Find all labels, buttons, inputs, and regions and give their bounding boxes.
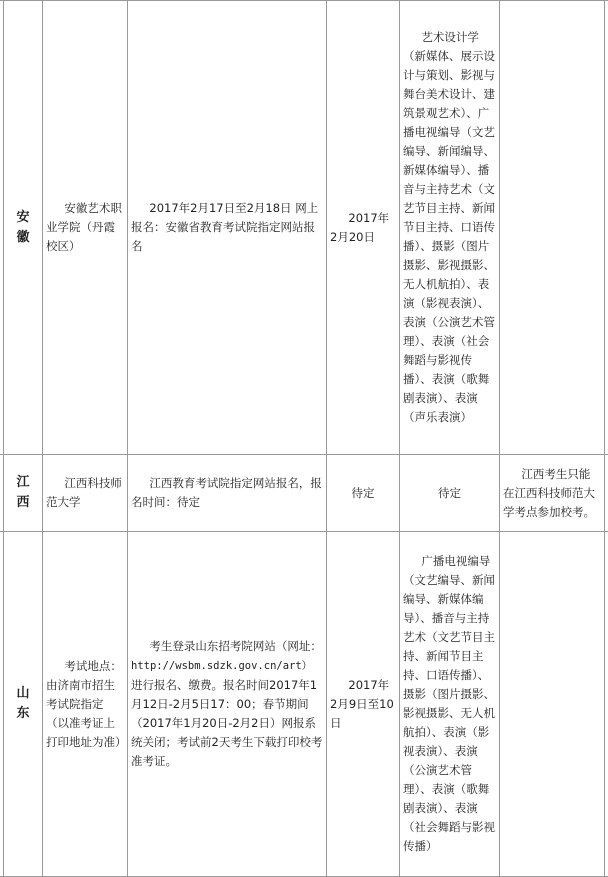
province-label: 山东	[16, 686, 30, 721]
col-divider	[604, 0, 605, 877]
exam-location: 考试地点：由济南市招生考试院指定（以准考证上打印地址为准）	[46, 658, 127, 749]
registration-cell	[128, 455, 326, 531]
note-cell	[500, 532, 604, 876]
exam-date: 2017年2月20日	[330, 210, 390, 244]
province-cell	[4, 1, 42, 454]
school-cell	[43, 532, 127, 876]
registration-cell	[128, 1, 326, 454]
majors-list: 广播电视编导（文艺编导、新闻编导、新媒体编导）、播音与主持艺术（文艺节目主持、新闻节目主持、口语传播）、摄影（图片摄影、影视摄影、无人机航拍）、表演（影视表演）、表演（公演艺术管理）、表演（歌舞剧表演）、表演（社会舞蹈与影视传播）	[403, 554, 495, 853]
province-cell	[4, 455, 42, 531]
registration-intro: 考生登录山东招考院网站（网址：	[149, 639, 322, 653]
note-text: 江西考生只能在江西科技师范大学考点参加校考。	[503, 466, 595, 519]
school-cell	[43, 1, 127, 454]
province-cell	[4, 532, 42, 876]
registration-info: 2017年2月17日至2月18日 网上报名：安徽省教育考试院指定网站报名	[131, 201, 319, 253]
province-label: 江西	[16, 475, 30, 510]
registration-details: 进行报名、缴费。报名时间2017年1月12日-2月5日17：00；春节期间（2017年1月20日-2月2日）网报系统关闭；考试前2天考生下载打印校考准考证。	[131, 678, 323, 768]
exam-date: 2017年2月9日至10日	[330, 677, 394, 730]
registration-info: 江西教育考试院指定网站报名，报名时间：待定	[131, 476, 322, 509]
exam-date: 待定	[351, 485, 375, 500]
registration-url-link[interactable]: http://wsbm.sdzk.gov.cn/art）	[131, 660, 313, 672]
note-cell	[500, 455, 604, 531]
registration-info	[131, 637, 323, 771]
exam-date-cell	[327, 532, 399, 876]
registration-cell	[128, 532, 326, 876]
majors-cell	[400, 532, 499, 876]
majors-list: 待定	[438, 485, 461, 500]
majors-cell	[400, 1, 499, 454]
majors-cell	[400, 455, 499, 531]
school-name: 江西科技师范大学	[46, 476, 122, 509]
province-label: 安徽	[16, 209, 30, 245]
school-name: 安徽艺术职业学院（丹霞校区）	[46, 201, 122, 253]
note-cell	[500, 1, 604, 454]
majors-list: 艺术设计学（新媒体、展示设计与策划、影视与舞台美术设计、建筑景观艺术）、广播电视编导（文艺编导、新闻编导、新媒体编导）、播音与主持艺术（文艺节目主持、新闻节目主持、口语传播）、摄影（图片摄影、影视摄影、无人机航拍）、表演（影视表演）、表演（公演艺术管理）、表演（社会舞蹈与影视传播）、表演（歌舞剧表演）、表演（声乐表演）	[403, 30, 495, 424]
exam-date-cell	[327, 455, 399, 531]
school-cell	[43, 455, 127, 531]
exam-date-cell	[327, 1, 399, 454]
